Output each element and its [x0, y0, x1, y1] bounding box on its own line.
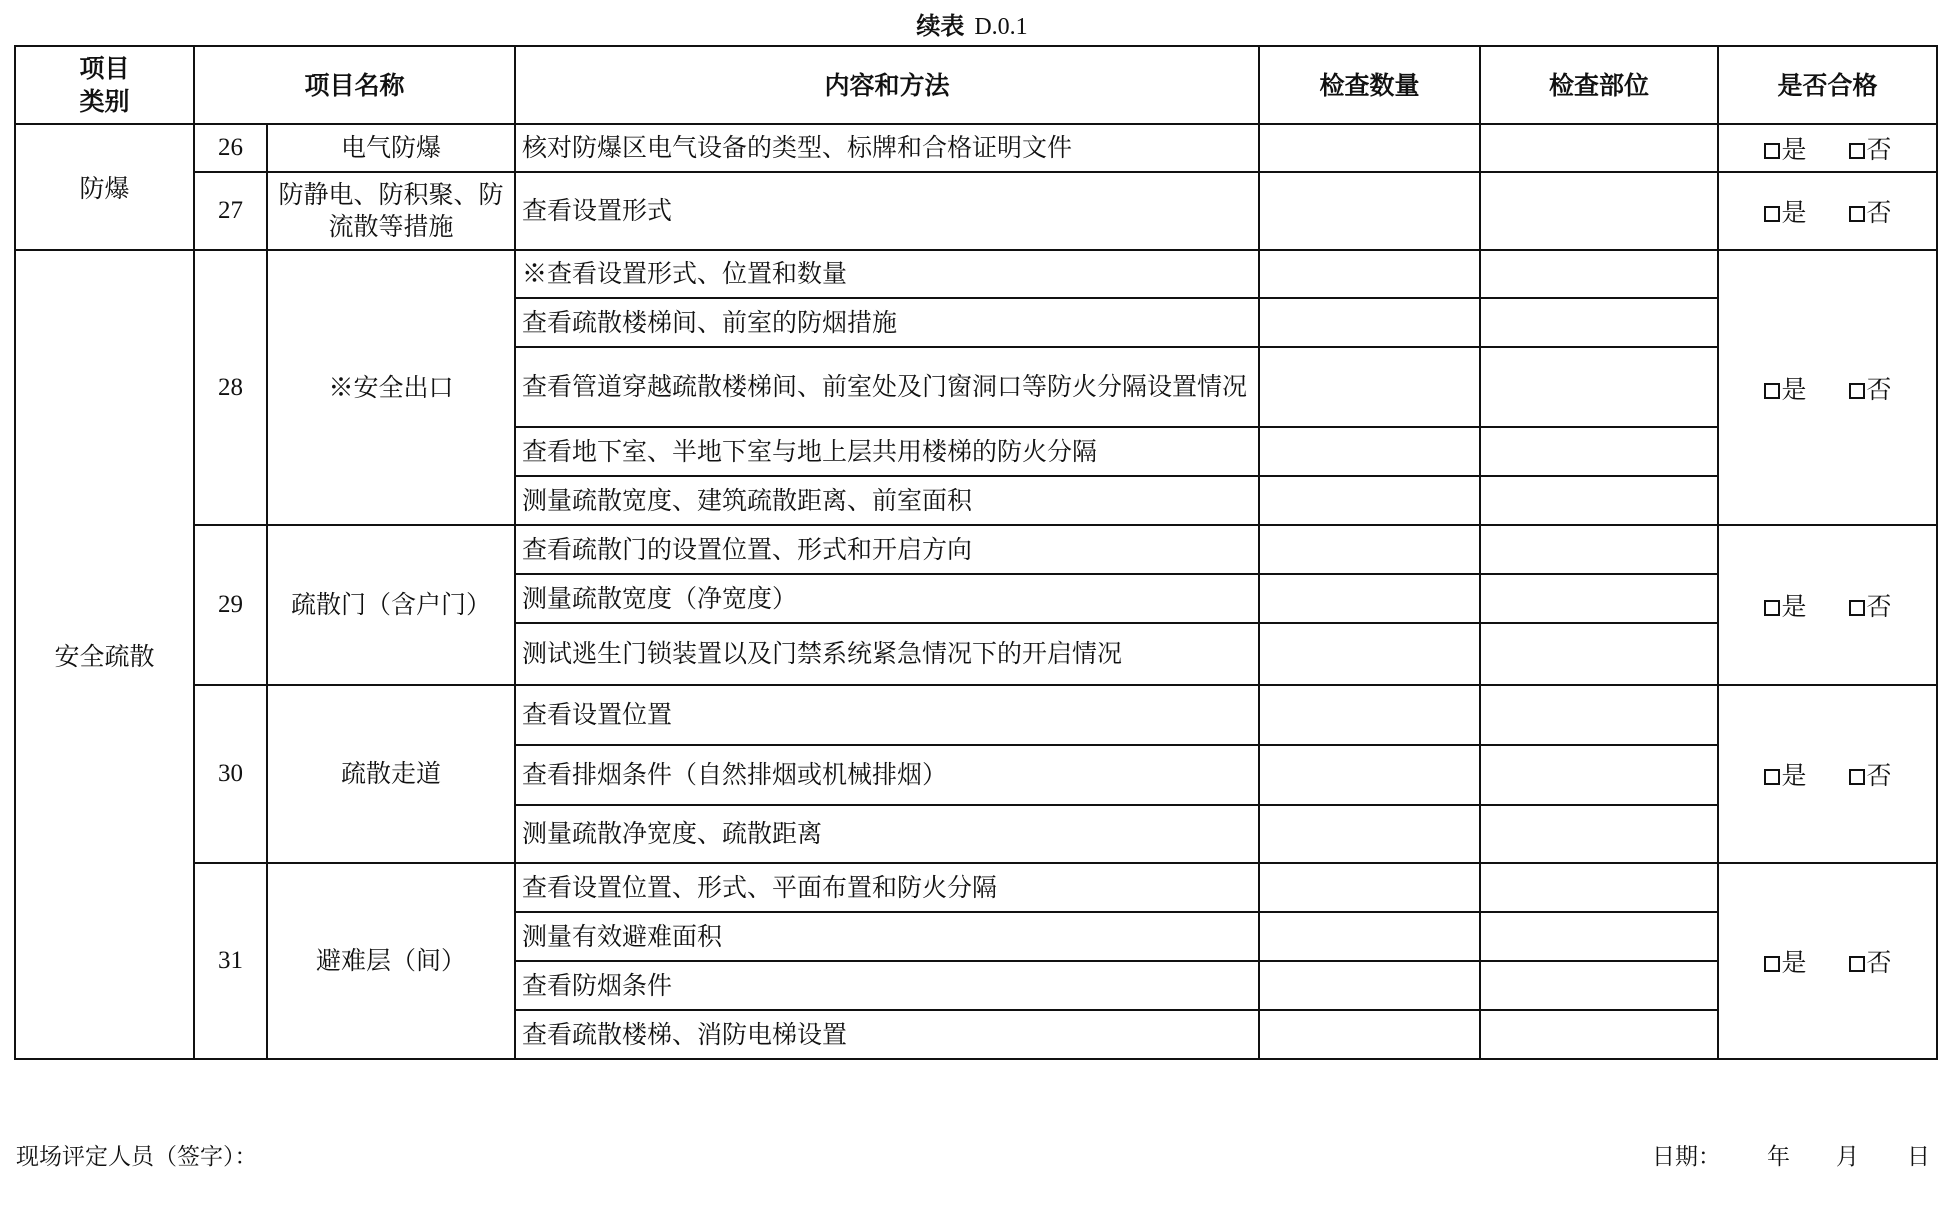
- checkbox-icon[interactable]: [1764, 206, 1780, 222]
- content-cell: 测量疏散净宽度、疏散距离: [515, 805, 1259, 863]
- content-cell: 查看疏散门的设置位置、形式和开启方向: [515, 525, 1259, 574]
- qty-cell[interactable]: [1259, 347, 1480, 427]
- location-cell[interactable]: [1480, 347, 1718, 427]
- year-label: 年: [1767, 1144, 1790, 1170]
- item-name: 避难层（间）: [267, 863, 515, 1059]
- table-row: [15, 685, 1937, 745]
- pass-cell: [1718, 250, 1937, 525]
- pass-cell: [1718, 525, 1937, 685]
- checkbox-icon[interactable]: [1849, 206, 1865, 222]
- checkbox-icon[interactable]: [1849, 600, 1865, 616]
- qty-cell[interactable]: [1259, 685, 1480, 745]
- inspection-table: [14, 45, 1938, 1060]
- content-cell: 查看设置形式: [515, 172, 1259, 250]
- qty-cell[interactable]: [1259, 745, 1480, 805]
- pass-cell: [1718, 863, 1937, 1059]
- qty-cell[interactable]: [1259, 525, 1480, 574]
- yes-option[interactable]: 是: [1764, 587, 1807, 623]
- item-number: 27: [194, 172, 267, 250]
- content-cell: 查看排烟条件（自然排烟或机械排烟）: [515, 745, 1259, 805]
- yes-option[interactable]: 是: [1764, 370, 1807, 406]
- content-cell: 查看设置位置、形式、平面布置和防火分隔: [515, 863, 1259, 912]
- item-number: 30: [194, 685, 267, 863]
- header-name: 项目名称: [194, 46, 515, 124]
- checkbox-icon[interactable]: [1764, 956, 1780, 972]
- pass-cell: [1718, 685, 1937, 863]
- location-cell[interactable]: [1480, 525, 1718, 574]
- day-label: 日: [1907, 1144, 1930, 1170]
- pass-cell: [1718, 124, 1937, 172]
- content-cell: 测量有效避难面积: [515, 912, 1259, 961]
- qty-cell[interactable]: [1259, 172, 1480, 250]
- content-cell: 核对防爆区电气设备的类型、标牌和合格证明文件: [515, 124, 1259, 172]
- yes-option[interactable]: 是: [1764, 756, 1807, 792]
- content-cell: 查看管道穿越疏散楼梯间、前室处及门窗洞口等防火分隔设置情况: [515, 347, 1259, 427]
- location-cell[interactable]: [1480, 172, 1718, 250]
- month-label: 月: [1836, 1144, 1859, 1170]
- location-cell[interactable]: [1480, 427, 1718, 476]
- table-row: [15, 250, 1937, 298]
- header-row: [15, 46, 1937, 124]
- qty-cell[interactable]: [1259, 1010, 1480, 1059]
- checkbox-icon[interactable]: [1764, 383, 1780, 399]
- location-cell[interactable]: [1480, 298, 1718, 347]
- no-option[interactable]: 否: [1849, 756, 1892, 792]
- item-name: 防静电、防积聚、防流散等措施: [267, 172, 515, 250]
- header-category: 项目类别: [15, 46, 194, 124]
- checkbox-icon[interactable]: [1849, 383, 1865, 399]
- location-cell[interactable]: [1480, 912, 1718, 961]
- location-cell[interactable]: [1480, 961, 1718, 1010]
- location-cell[interactable]: [1480, 124, 1718, 172]
- item-name: 疏散走道: [267, 685, 515, 863]
- item-number: 26: [194, 124, 267, 172]
- caption-code: D.0.1: [974, 14, 1028, 40]
- header-qty: 检查数量: [1259, 46, 1480, 124]
- checkbox-icon[interactable]: [1764, 769, 1780, 785]
- category-cell: 安全疏散: [15, 250, 194, 1059]
- no-option[interactable]: 否: [1849, 193, 1892, 229]
- location-cell[interactable]: [1480, 745, 1718, 805]
- content-cell: 查看防烟条件: [515, 961, 1259, 1010]
- caption-prefix: 续表: [916, 11, 965, 40]
- date-label: 日期：: [1652, 1144, 1721, 1170]
- date-field: [1652, 1138, 1930, 1171]
- content-cell: 查看地下室、半地下室与地上层共用楼梯的防火分隔: [515, 427, 1259, 476]
- qty-cell[interactable]: [1259, 124, 1480, 172]
- qty-cell[interactable]: [1259, 912, 1480, 961]
- item-name: ※安全出口: [267, 250, 515, 525]
- location-cell[interactable]: [1480, 476, 1718, 525]
- header-content: 内容和方法: [515, 46, 1259, 124]
- table-row: [15, 124, 1937, 172]
- item-name: 电气防爆: [267, 124, 515, 172]
- table-row: [15, 525, 1937, 574]
- checkbox-icon[interactable]: [1764, 143, 1780, 159]
- header-pass: 是否合格: [1718, 46, 1937, 124]
- content-cell: 测量疏散宽度（净宽度）: [515, 574, 1259, 623]
- no-option[interactable]: 否: [1849, 943, 1892, 979]
- checkbox-icon[interactable]: [1849, 769, 1865, 785]
- table-caption: [0, 6, 1944, 41]
- qty-cell[interactable]: [1259, 298, 1480, 347]
- checkbox-icon[interactable]: [1849, 143, 1865, 159]
- no-option[interactable]: 否: [1849, 130, 1892, 166]
- table-row: [15, 172, 1937, 250]
- yes-option[interactable]: 是: [1764, 130, 1807, 166]
- location-cell[interactable]: [1480, 863, 1718, 912]
- qty-cell[interactable]: [1259, 623, 1480, 685]
- content-cell: ※查看设置形式、位置和数量: [515, 250, 1259, 298]
- qty-cell[interactable]: [1259, 427, 1480, 476]
- item-number: 31: [194, 863, 267, 1059]
- header-location: 检查部位: [1480, 46, 1718, 124]
- location-cell[interactable]: [1480, 250, 1718, 298]
- checkbox-icon[interactable]: [1764, 600, 1780, 616]
- table-row: [15, 863, 1937, 912]
- yes-option[interactable]: 是: [1764, 193, 1807, 229]
- qty-cell[interactable]: [1259, 961, 1480, 1010]
- qty-cell[interactable]: [1259, 574, 1480, 623]
- no-option[interactable]: 否: [1849, 587, 1892, 623]
- qty-cell[interactable]: [1259, 476, 1480, 525]
- pass-cell: [1718, 172, 1937, 250]
- category-cell: 防爆: [15, 124, 194, 250]
- signer-label: 现场评定人员（签字）：: [16, 1144, 258, 1170]
- location-cell[interactable]: [1480, 805, 1718, 863]
- location-cell[interactable]: [1480, 574, 1718, 623]
- no-option[interactable]: 否: [1849, 370, 1892, 406]
- content-cell: 查看疏散楼梯间、前室的防烟措施: [515, 298, 1259, 347]
- location-cell[interactable]: [1480, 1010, 1718, 1059]
- location-cell[interactable]: [1480, 623, 1718, 685]
- qty-cell[interactable]: [1259, 805, 1480, 863]
- qty-cell[interactable]: [1259, 863, 1480, 912]
- item-number: 28: [194, 250, 267, 525]
- content-cell: 查看疏散楼梯、消防电梯设置: [515, 1010, 1259, 1059]
- yes-option[interactable]: 是: [1764, 943, 1807, 979]
- checkbox-icon[interactable]: [1849, 956, 1865, 972]
- content-cell: 测量疏散宽度、建筑疏散距离、前室面积: [515, 476, 1259, 525]
- qty-cell[interactable]: [1259, 250, 1480, 298]
- content-cell: 测试逃生门锁装置以及门禁系统紧急情况下的开启情况: [515, 623, 1259, 685]
- content-cell: 查看设置位置: [515, 685, 1259, 745]
- item-name: 疏散门（含户门）: [267, 525, 515, 685]
- location-cell[interactable]: [1480, 685, 1718, 745]
- item-number: 29: [194, 525, 267, 685]
